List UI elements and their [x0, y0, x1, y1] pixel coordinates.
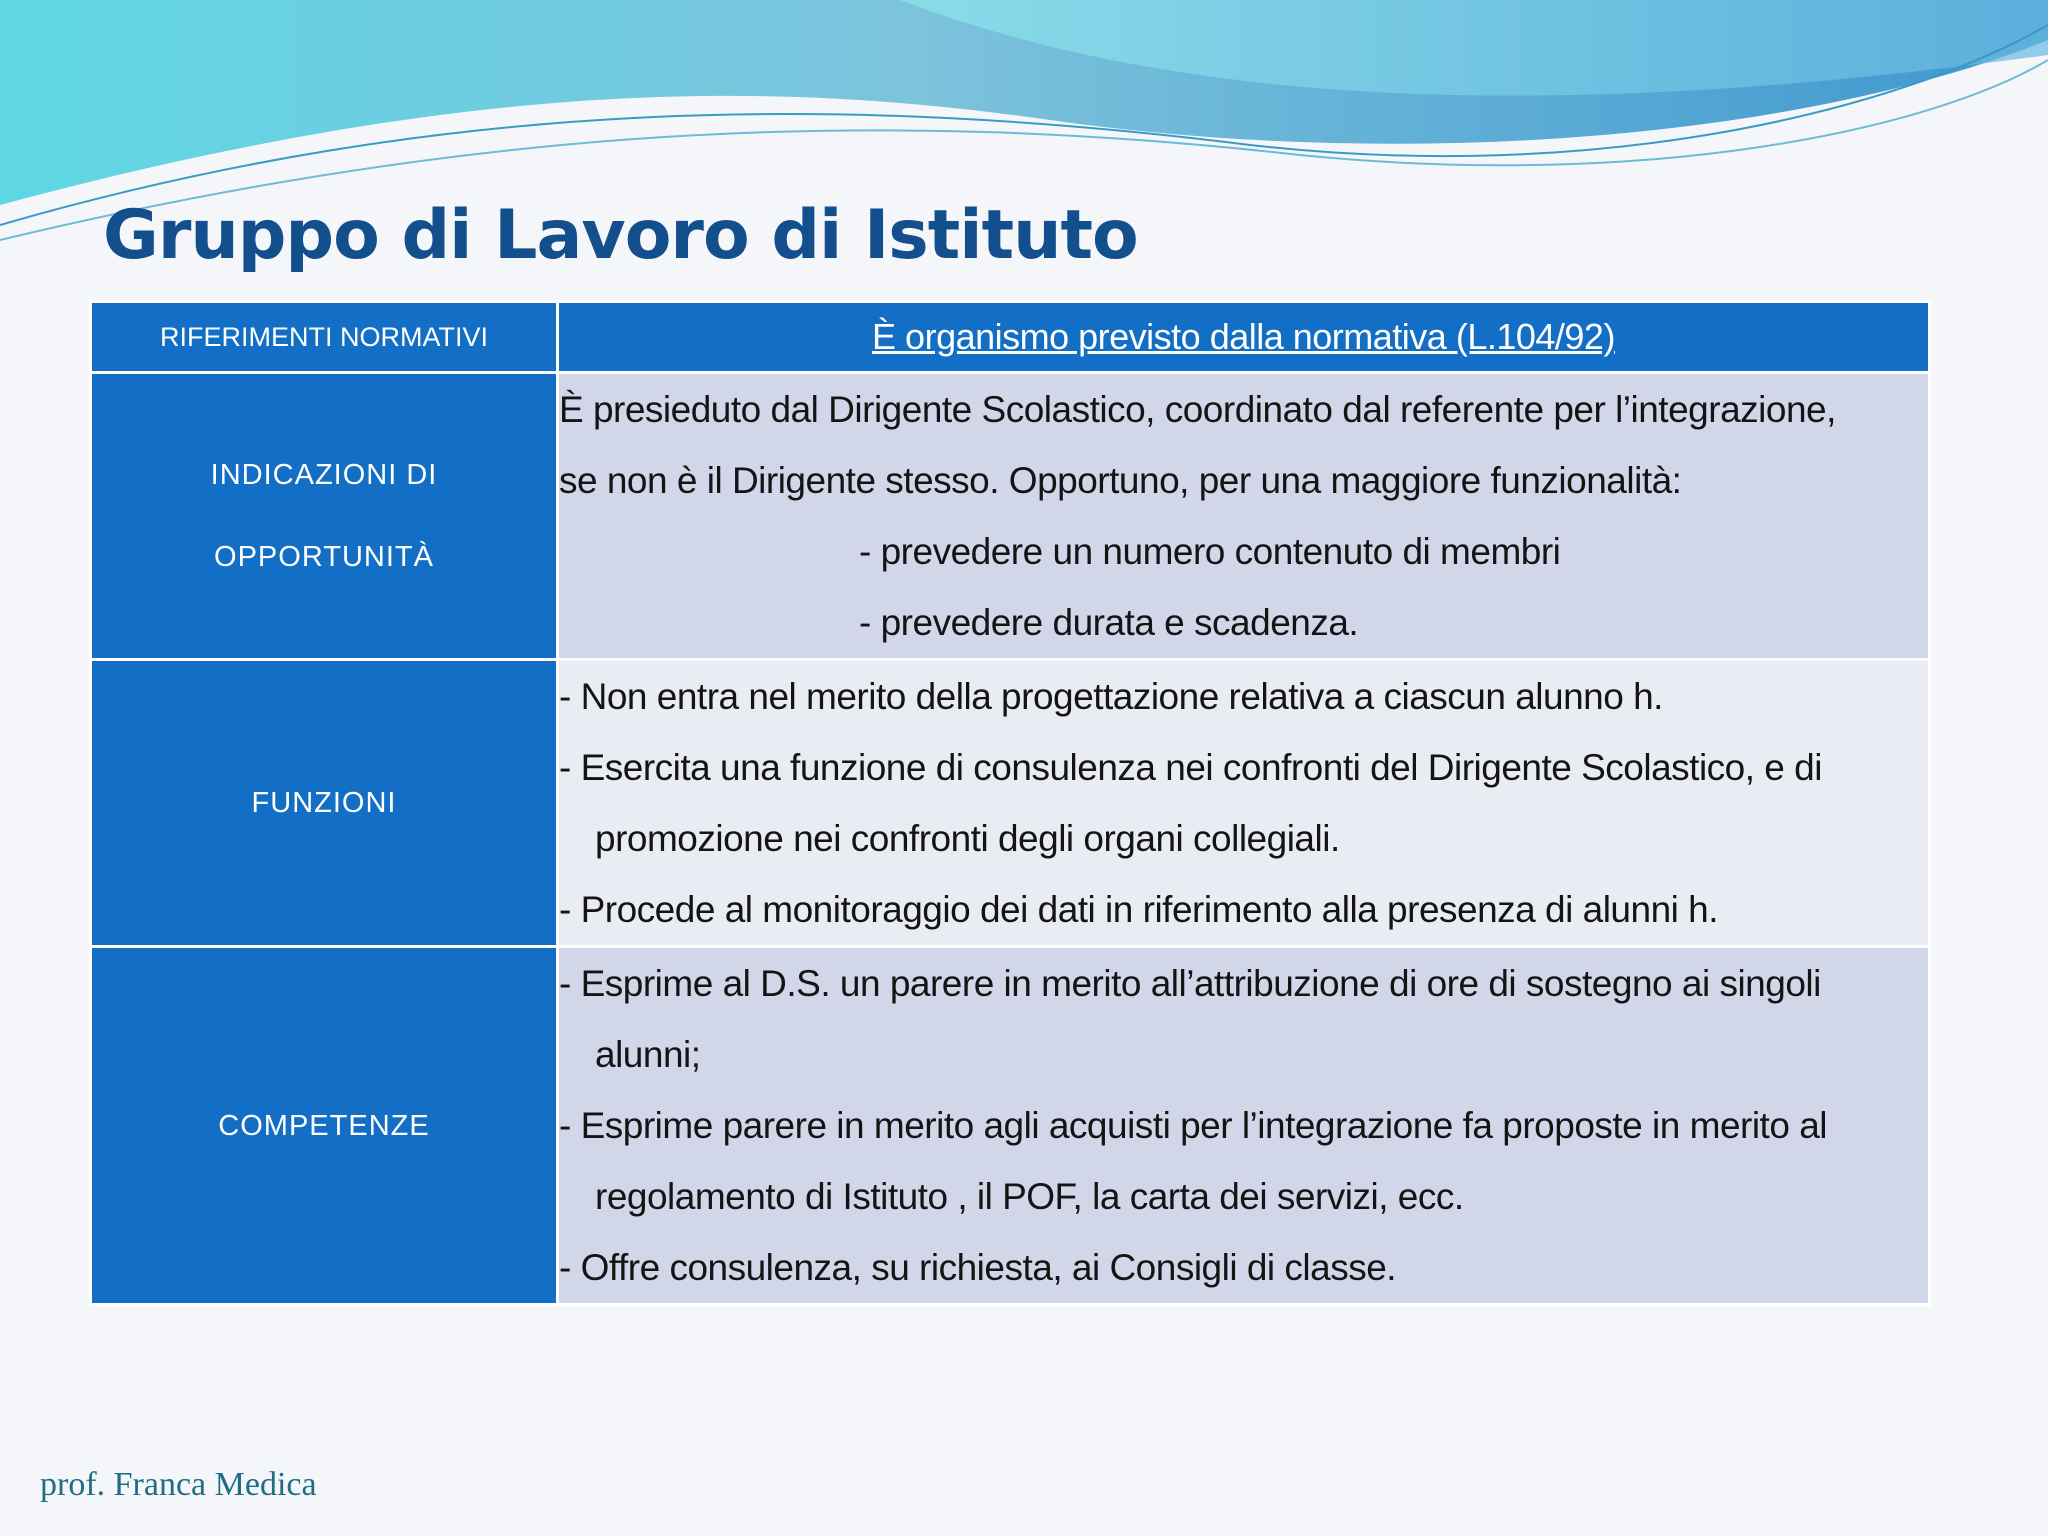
content-line: promozione nei confronti degli organi collegiali. [595, 818, 1340, 859]
content-line: È presieduto dal Dirigente Scolastico, coordinato dal referente per l’integrazione, [559, 389, 1836, 430]
table-row [91, 947, 1930, 1305]
slide-title: Gruppo di Lavoro di Istituto [103, 196, 1138, 275]
header-content-cell: È organismo previsto dalla normativa (L.104/92) [558, 302, 1930, 373]
row-content-cell [558, 373, 1930, 660]
content-line: - Non entra nel merito della progettazione relativa a ciascun alunno h. [559, 676, 1663, 717]
content-line: regolamento di Istituto , il POF, la carta dei servizi, ecc. [595, 1176, 1464, 1217]
row-label-line: COMPETENZE [218, 1109, 430, 1142]
content-line: - Esprime parere in merito agli acquisti per l’integrazione fa proposte in merito al [559, 1105, 1827, 1146]
content-line: - prevedere durata e scadenza. [859, 602, 1359, 643]
content-line: - prevedere un numero contenuto di membri [859, 531, 1561, 572]
row-label-line: OPPORTUNITÀ [214, 541, 434, 573]
table-header-row [91, 302, 1930, 373]
table-row [91, 373, 1930, 660]
content-line: - Esercita una funzione di consulenza nei confronti del Dirigente Scolastico, e di [559, 747, 1822, 788]
row-label-cell [91, 660, 558, 947]
row-content-cell [558, 947, 1930, 1305]
header-label-cell: RIFERIMENTI NORMATIVI [91, 302, 558, 373]
row-content-cell [558, 660, 1930, 947]
author-footer: prof. Franca Medica [40, 1466, 317, 1503]
row-label-line: FUNZIONI [251, 787, 397, 819]
content-line: - Esprime al D.S. un parere in merito all’attribuzione di ore di sostegno ai singoli [559, 963, 1821, 1004]
content-line: - Procede al monitoraggio dei dati in riferimento alla presenza di alunni h. [559, 889, 1719, 930]
content-line: alunni; [595, 1034, 701, 1075]
info-table [89, 300, 1931, 1306]
row-label-line: INDICAZIONI DI [210, 459, 438, 491]
row-label-cell [91, 947, 558, 1305]
row-label-cell [91, 373, 558, 660]
content-line: - Offre consulenza, su richiesta, ai Consigli di classe. [559, 1247, 1397, 1288]
content-line: se non è il Dirigente stesso. Opportuno, per una maggiore funzionalità: [559, 460, 1682, 501]
table-row [91, 660, 1930, 947]
